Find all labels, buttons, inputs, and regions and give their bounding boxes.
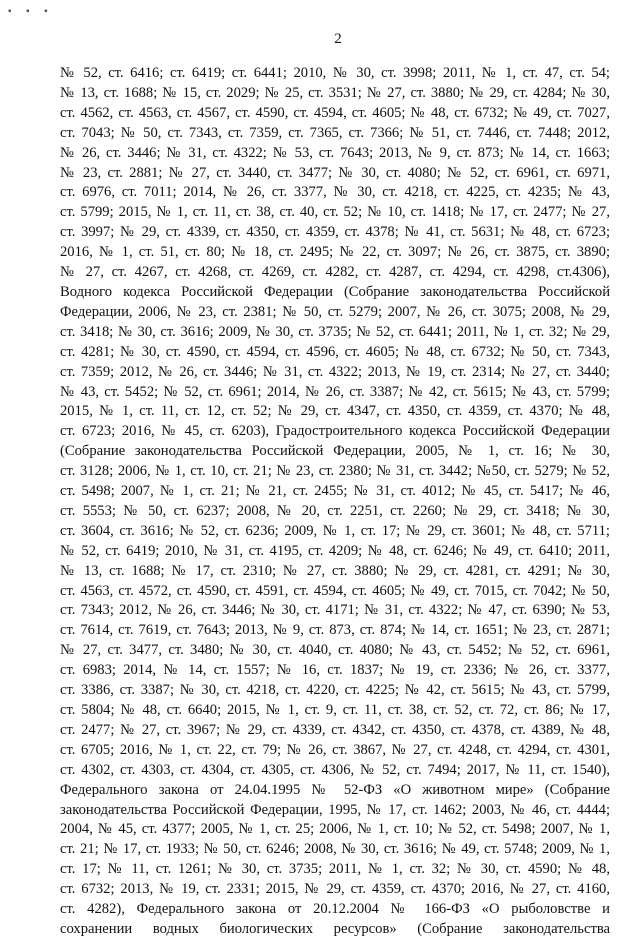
text-line: № 43, ст. 5452; № 52, ст. 6961; 2014, № 26, ст. 3387; № 42, ст. 5615; № 43, ст. 5799; [60,383,610,400]
scan-specks: ▪ ▪ ▪ [8,6,54,17]
body-text [60,64,610,940]
text-line: № 23, ст. 2881; № 27, ст. 3440, ст. 3477; № 30, ст. 4080; № 52, ст. 6961, ст. 6971, [60,164,610,181]
text-line: ст. 6983; 2014, № 14, ст. 1557; № 16, ст. 1837; № 19, ст. 2336; № 26, ст. 3377, [60,662,610,679]
text-line: 2016, № 1, ст. 51, ст. 80; № 18, ст. 2495; № 22, ст. 3097; № 26, ст. 3875, ст. 3890; [60,244,610,261]
page-number: 2 [334,31,342,47]
text-line: № 52, ст. 6416; ст. 6419; ст. 6441; 2010, № 30, ст. 3998; 2011, № 1, ст. 47, ст. 54; [60,65,610,81]
text-line: № 52, ст. 6419; 2010, № 31, ст. 4195, ст. 4209; № 48, ст. 6246; № 49, ст. 6410; 2011, [60,542,610,559]
text-line: ст. 4563, ст. 4572, ст. 4590, ст. 4591, ст. 4594, ст. 4605; № 49, ст. 7015, ст. 7042; № 50, [60,582,610,599]
text-line: ст. 4562, ст. 4563, ст. 4567, ст. 4590, ст. 4594, ст. 4605; № 48, ст. 6732; № 49, ст. 7027, [60,104,610,121]
text-line: ст. 3418; № 30, ст. 3616; 2009, № 30, ст. 3735; № 52, ст. 6441; 2011, № 1, ст. 32; № 29, [60,323,610,340]
text-line: № 13, ст. 1688; № 15, ст. 2029; № 25, ст. 3531; № 27, ст. 3880; № 29, ст. 4284; № 30, [60,84,610,101]
text-line: законодательства Российской Федерации, 1995, № 17, ст. 1462; 2003, № 46, ст. 4444; [60,801,610,818]
text-line: ст. 21; № 17, ст. 1933; № 50, ст. 6246; 2008, № 30, ст. 3616; № 49, ст. 5748; 2009, № 1, [60,841,610,858]
text-line: ст. 3386, ст. 3387; № 30, ст. 4218, ст. 4220, ст. 4225; № 42, ст. 5615; № 43, ст. 5799, [60,682,610,699]
text-line: ст. 4282), Федерального закона от 20.12.2004 № 166-ФЗ «О рыболовстве и [60,901,610,918]
text-line: Федерации, 2006, № 23, ст. 2381; № 50, ст. 5279; 2007, № 26, ст. 3075; 2008, № 29, [60,303,610,320]
text-line: ст. 6976, ст. 7011; 2014, № 26, ст. 3377, № 30, ст. 4218, ст. 4225, ст. 4235; № 43, [60,184,610,201]
text-line: ст. 2477; № 27, ст. 3967; № 29, ст. 4339, ст. 4342, ст. 4350, ст. 4378, ст. 4389, № 48, [60,721,610,738]
text-line: ст. 6723; 2016, № 45, ст. 6203), Градостроительного кодекса Российской Федерации [60,423,610,440]
text-line: ст. 5804; № 48, ст. 6640; 2015, № 1, ст. 9, ст. 11, ст. 38, ст. 52, ст. 72, ст. 86; № 17, [60,702,610,718]
text-line: 2004, № 45, ст. 4377; 2005, № 1, ст. 25; 2006, № 1, ст. 10; № 52, ст. 5498; 2007, № 1, [60,821,610,838]
text-line: ст. 3997; № 29, ст. 4339, ст. 4350, ст. 4359, ст. 4378; № 41, ст. 5631; № 48, ст. 6723; [60,224,610,241]
text-line: ст. 7359; 2012, № 26, ст. 3446; № 31, ст. 4322; 2013, № 19, ст. 2314; № 27, ст. 3440; [60,363,610,380]
text-line: ст. 7343; 2012, № 26, ст. 3446; № 30, ст. 4171; № 31, ст. 4322; № 47, ст. 6390; № 53, [60,602,610,619]
text-line: ст. 5498; 2007, № 1, ст. 21; № 21, ст. 2455; № 31, ст. 4012; № 45, ст. 5417; № 46, [60,483,610,500]
text-line: сохранении водных биологических ресурсов» (Собрание законодательства [60,920,610,937]
text-line: ст. 6732; 2013, № 19, ст. 2331; 2015, № 29, ст. 4359, ст. 4370; 2016, № 27, ст. 4160, [60,881,610,898]
text-line: ст. 7614, ст. 7619, ст. 7643; 2013, № 9, ст. 873, ст. 874; № 14, ст. 1651; № 23, ст. 2871; [60,622,610,639]
text-line: № 27, ст. 3477, ст. 3480; № 30, ст. 4040, ст. 4080; № 43, ст. 5452; № 52, ст. 6961, [60,642,610,659]
text-line: ст. 4281; № 30, ст. 4590, ст. 4594, ст. 4596, ст. 4605; № 48, ст. 6732; № 50, ст. 7343, [60,343,610,360]
text-line: ст. 3128; 2006, № 1, ст. 10, ст. 21; № 23, ст. 2380; № 31, ст. 3442; №50, ст. 5279; № 52, [60,463,610,480]
text-line: ст. 7043; № 50, ст. 7343, ст. 7359, ст. 7365, ст. 7366; № 51, ст. 7446, ст. 7448; 2012, [60,124,610,141]
text-line: ст. 17; № 11, ст. 1261; № 30, ст. 3735; 2011, № 1, ст. 32; № 30, ст. 4590; № 48, [60,861,610,878]
text-line: Водного кодекса Российской Федерации (Собрание законодательства Российской [60,283,610,300]
text-line: ст. 6705; 2016, № 1, ст. 22, ст. 79; № 26, ст. 3867, № 27, ст. 4248, ст. 4294, ст. 4301, [60,741,610,758]
text-line: ст. 5799; 2015, № 1, ст. 11, ст. 38, ст. 40, ст. 52; № 10, ст. 1418; № 17, ст. 2477; № 27, [60,204,610,221]
text-line: № 27, ст. 4267, ст. 4268, ст. 4269, ст. 4282, ст. 4287, ст. 4294, ст. 4298, ст.4306), [60,264,610,281]
text-line: № 26, ст. 3446; № 31, ст. 4322; № 53, ст. 7643; 2013, № 9, ст. 873; № 14, ст. 1663; [60,144,610,161]
text-line: № 13, ст. 1688; № 17, ст. 2310; № 27, ст. 3880; № 29, ст. 4281, ст. 4291; № 30, [60,562,610,579]
text-line: (Собрание законодательства Российской Федерации, 2005, № 1, ст. 16; № 30, [60,443,610,460]
text-line: 2015, № 1, ст. 11, ст. 12, ст. 52; № 29, ст. 4347, ст. 4350, ст. 4359, ст. 4370; № 48, [60,403,610,420]
text-line: ст. 3604, ст. 3616; № 52, ст. 6236; 2009, № 1, ст. 17; № 29, ст. 3601; № 48, ст. 5711; [60,522,610,539]
text-line: ст. 4302, ст. 4303, ст. 4304, ст. 4305, ст. 4306, № 52, ст. 7494; 2017, № 11, ст. 1540), [60,761,610,778]
text-line: Федерального закона от 24.04.1995 № 52-ФЗ «О животном мире» (Собрание [60,781,610,798]
text-line: ст. 5553; № 50, ст. 6237; 2008, № 20, ст. 2251, ст. 2260; № 29, ст. 3418; № 30, [60,502,610,519]
